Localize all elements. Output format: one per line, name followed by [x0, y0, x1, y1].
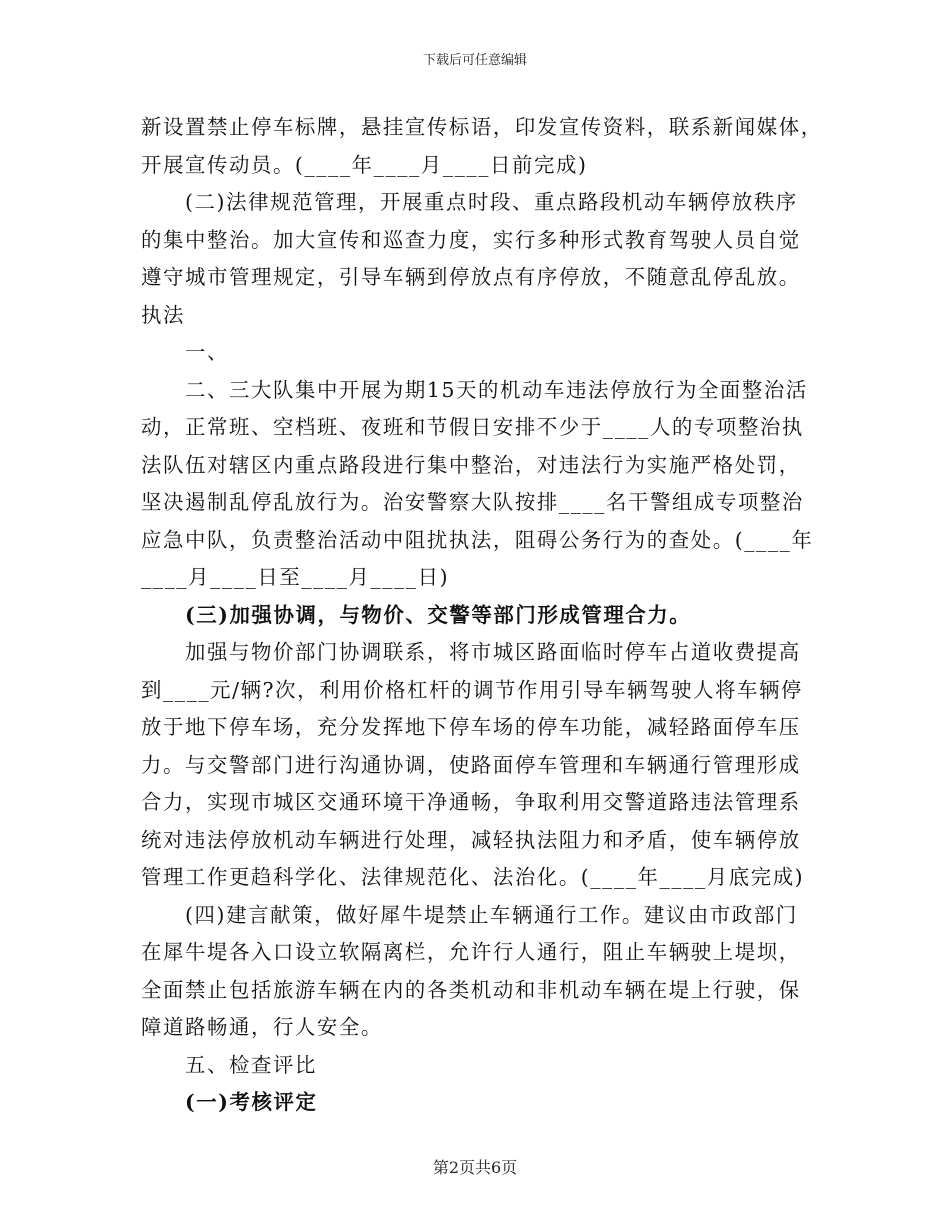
text-line: 二、三大队集中开展为期15天的机动车违法停放行为全面整治活: [185, 377, 808, 402]
text-line: 管理工作更趋科学化、法律规范化、法治化。(____年____月底完成): [141, 865, 805, 889]
page-header: 下载后可任意编辑: [422, 53, 527, 68]
text-line: 一、: [185, 340, 229, 364]
text-line: 力。与交警部门进行沟通协调，使路面停车管理和车辆通行管理形成: [141, 752, 801, 777]
text-line: (二)法律规范管理，开展重点时段、重点路段机动车辆停放秩序: [185, 190, 798, 214]
text-line: 合力，实现市城区交通环境干净通畅，争取利用交警道路违法管理系: [141, 790, 801, 814]
page-footer: 第2页共6页: [432, 1158, 518, 1177]
text-line: 应急中队，负责整治活动中阻扰执法，阻碍公务行为的查处。(____年: [141, 527, 814, 552]
text-line: 五、检查评比: [185, 1052, 317, 1077]
text-line: 到____元/辆?次，利用价格杠杆的调节作用引导车辆驾驶人将车辆停: [141, 677, 803, 702]
text-line: 动，正常班、空档班、夜班和节假日安排不少于____人的专项整治执: [141, 415, 804, 439]
text-line: (三)加强协调，与物价、交警等部门形成管理合力。: [185, 602, 692, 627]
text-line: 加强与物价部门协调联系，将市城区路面临时停车占道收费提高: [185, 640, 801, 664]
text-line: 的集中整治。加大宣传和巡查力度，实行多种形式教育驾驶人员自觉: [141, 227, 801, 252]
document-body: [141, 109, 823, 1122]
text-line: 障道路畅通，行人安全。: [141, 1015, 383, 1039]
text-line: 遵守城市管理规定，引导车辆到停放点有序停放，不随意乱停乱放。: [141, 265, 801, 289]
text-line: 开展宣传动员。(____年____月____日前完成): [141, 152, 588, 177]
text-line: 放于地下停车场，充分发挥地下停车场的停车功能，减轻路面停车压: [141, 715, 801, 739]
text-line: 统对违法停放机动车辆进行处理，减轻执法阻力和矛盾，使车辆停放: [141, 827, 801, 852]
text-line: 执法: [141, 302, 185, 327]
text-line: (一)考核评定: [185, 1090, 318, 1114]
text-line: 新设置禁止停车标牌，悬挂宣传标语，印发宣传资料，联系新闻媒体，: [141, 115, 823, 139]
text-line: (四)建言献策，做好犀牛堤禁止车辆通行工作。建议由市政部门: [185, 902, 798, 927]
text-line: ____月____日至____月____日): [141, 565, 450, 589]
text-line: 全面禁止包括旅游车辆在内的各类机动和非机动车辆在堤上行驶，保: [141, 977, 801, 1002]
text-line: 法队伍对辖区内重点路段进行集中整治，对违法行为实施严格处罚，: [141, 452, 801, 477]
text-line: 在犀牛堤各入口设立软隔离栏，允许行人通行，阻止车辆驶上堤坝，: [141, 940, 801, 964]
text-line: 坚决遏制乱停乱放行为。治安警察大队按排____名干警组成专项整治: [141, 490, 804, 514]
